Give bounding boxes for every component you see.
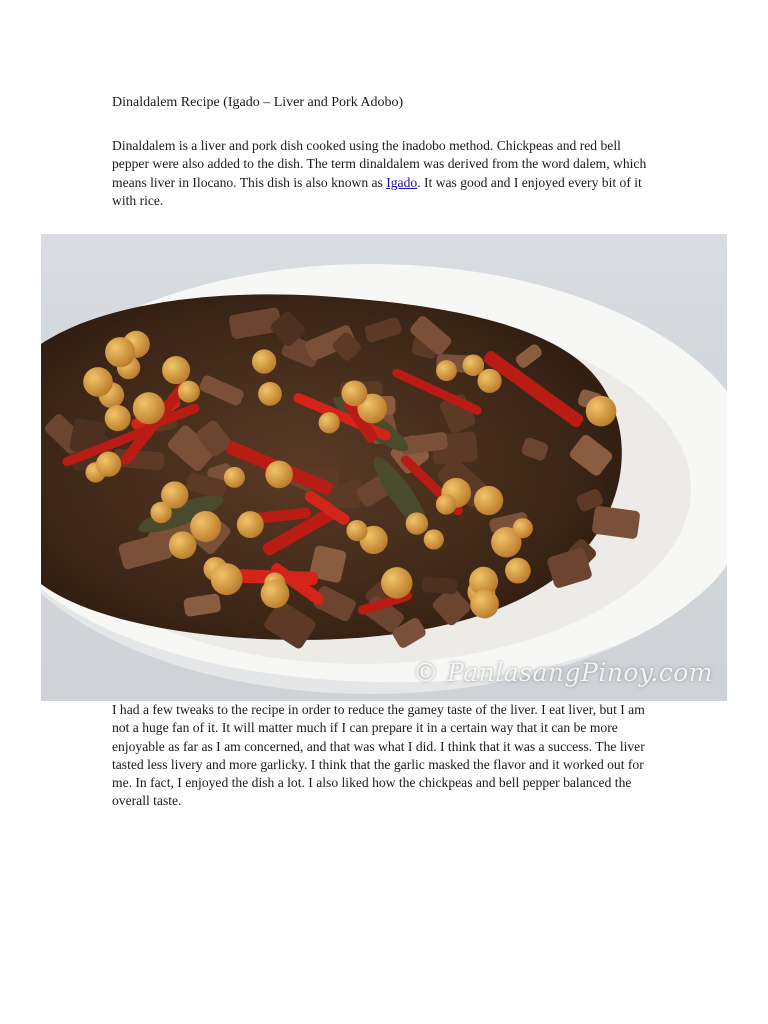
- photo-watermark: © PanlasangPinoy.com: [413, 658, 713, 687]
- chickpea: [474, 486, 503, 515]
- igado-link[interactable]: Igado: [386, 174, 418, 190]
- dish-illustration: [41, 234, 727, 701]
- chickpea: [346, 520, 367, 541]
- intro-text-before-link: Dinaldalem is a liver and pork dish cooked using the inadobo method. Chickpeas and red bell pepper were also added to the dish. The term dinaldalem was derived from the word dalem, which means liver in Ilocano. This dish is also known as: [112, 138, 647, 190]
- chickpea: [406, 512, 428, 534]
- intro-text-after-link: . It was good and I enjoyed every bit of it with rice.: [112, 174, 642, 208]
- chickpea: [381, 567, 412, 598]
- chickpea: [319, 412, 340, 433]
- chickpea: [258, 382, 282, 406]
- chickpea: [178, 381, 200, 403]
- meat-chunk: [421, 576, 457, 594]
- chickpea: [342, 380, 368, 406]
- document-title: Dinaldalem Recipe (Igado – Liver and Pork Adobo): [112, 95, 404, 110]
- chickpea: [586, 396, 617, 427]
- chickpea: [436, 360, 457, 381]
- chickpea: [436, 494, 457, 515]
- chickpea: [150, 502, 171, 523]
- chickpea: [162, 356, 190, 384]
- chickpea: [470, 590, 499, 619]
- chickpea: [105, 337, 135, 367]
- chickpea: [224, 467, 245, 488]
- chickpea: [424, 529, 444, 549]
- intro-paragraph: [112, 137, 660, 210]
- chickpea: [211, 563, 243, 595]
- chickpea: [83, 367, 113, 397]
- chickpea: [463, 354, 485, 376]
- chickpea: [265, 461, 293, 489]
- chickpea: [252, 349, 276, 373]
- chickpea: [169, 531, 197, 559]
- chickpea: [513, 518, 533, 538]
- chickpea: [505, 558, 531, 584]
- body-paragraph: I had a few tweaks to the recipe in order to reduce the gamey taste of the liver. I eat liver, but I am not a huge fan of it. It will matter much if I can prepare it in a certain way that it can be more enjoyable as far as I am concerned, and that was what I did. I think that it was a success. The liver tasted less livery and more garlicky. I think that the garlic masked the flavor and it worked out for me. In fact, I enjoyed the dish a lot. I also liked how the chickpeas and bell pepper balanced the overall taste.: [112, 702, 645, 809]
- chickpea: [133, 392, 165, 424]
- chickpea: [261, 579, 290, 608]
- chickpea: [105, 405, 131, 431]
- dish-photo: [41, 234, 727, 701]
- chickpea: [190, 511, 221, 542]
- chickpea: [96, 452, 121, 477]
- chickpea: [237, 511, 264, 538]
